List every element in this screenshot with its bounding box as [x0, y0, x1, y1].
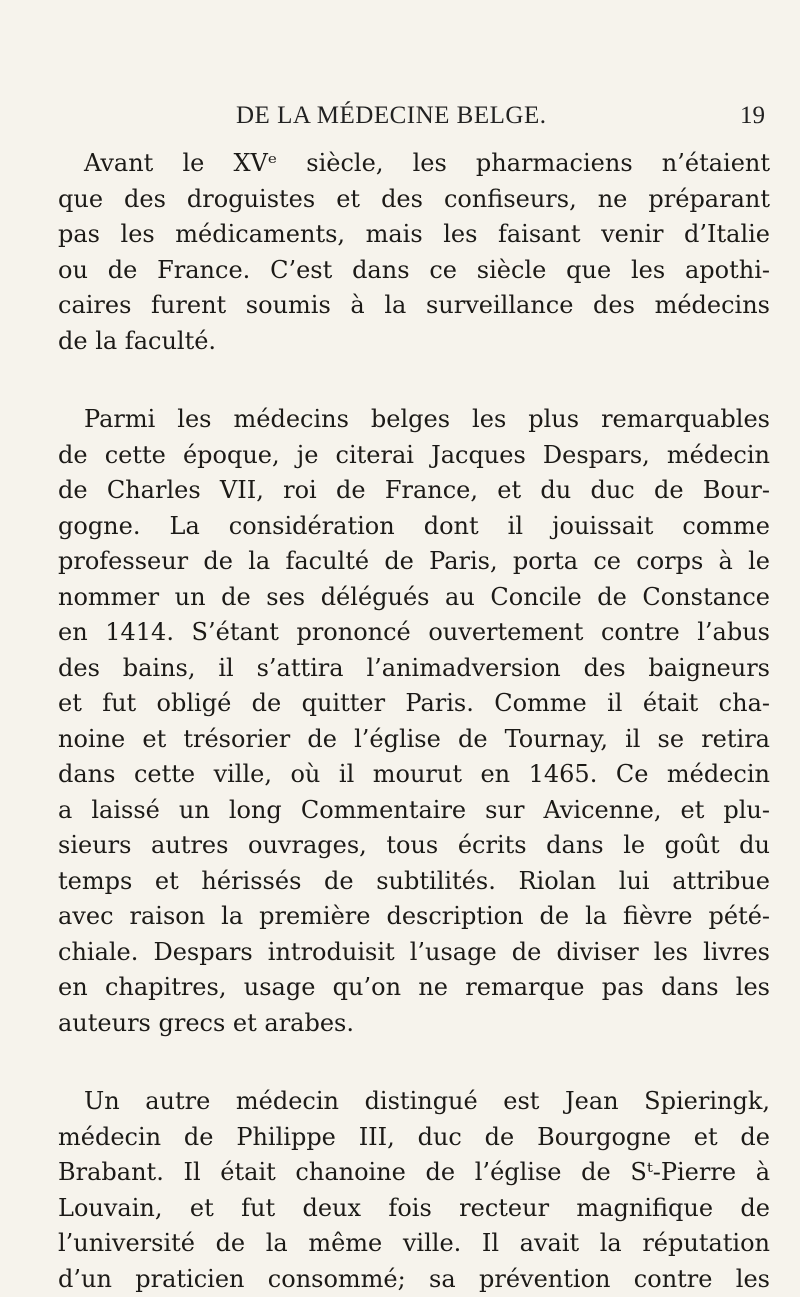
text-line: Brabant. Il était chanoine de l’église de Sᵗ-Pierre à	[58, 1155, 770, 1191]
paragraph-2	[58, 402, 770, 1041]
body-text	[58, 146, 770, 1297]
text-line: des bains, il s’attira l’animadversion des baigneurs	[58, 651, 770, 687]
running-head	[0, 102, 800, 134]
text-line: caires furent soumis à la surveillance des médecins	[58, 288, 770, 324]
text-line: de la faculté.	[58, 324, 770, 360]
paragraph-3	[58, 1084, 770, 1297]
text-line: Louvain, et fut deux fois recteur magnifique de	[58, 1191, 770, 1227]
text-line: de cette époque, je citerai Jacques Despars, médecin	[58, 438, 770, 474]
text-line: gogne. La considération dont il jouissait comme	[58, 509, 770, 545]
paragraph-gap	[58, 1041, 770, 1084]
text-line: en 1414. S’étant prononcé ouvertement contre l’abus	[58, 615, 770, 651]
paragraph-1	[58, 146, 770, 359]
text-line: noine et trésorier de l’église de Tournay, il se retira	[58, 722, 770, 758]
text-line: dans cette ville, où il mourut en 1465. Ce médecin	[58, 757, 770, 793]
text-line: Parmi les médecins belges les plus remarquables	[58, 402, 770, 438]
text-line: et fut obligé de quitter Paris. Comme il était cha-	[58, 686, 770, 722]
text-line: pas les médicaments, mais les faisant venir d’Italie	[58, 217, 770, 253]
page-number: 19	[740, 102, 765, 130]
text-line: a laissé un long Commentaire sur Avicenne, et plu-	[58, 793, 770, 829]
text-line: d’un praticien consommé; sa prévention contre les	[58, 1262, 770, 1297]
text-line: médecin de Philippe III, duc de Bourgogne et de	[58, 1120, 770, 1156]
paragraph-gap	[58, 359, 770, 402]
running-title: DE LA MÉDECINE BELGE.	[236, 102, 546, 130]
text-line: ou de France. C’est dans ce siècle que les apothi-	[58, 253, 770, 289]
text-line: de Charles VII, roi de France, et du duc de Bour-	[58, 473, 770, 509]
text-line: professeur de la faculté de Paris, porta ce corps à le	[58, 544, 770, 580]
text-line: avec raison la première description de la fièvre pété-	[58, 899, 770, 935]
text-line: en chapitres, usage qu’on ne remarque pas dans les	[58, 970, 770, 1006]
text-line: sieurs autres ouvrages, tous écrits dans le goût du	[58, 828, 770, 864]
text-line: Un autre médecin distingué est Jean Spieringk,	[58, 1084, 770, 1120]
text-line: que des droguistes et des confiseurs, ne préparant	[58, 182, 770, 218]
text-line: chiale. Despars introduisit l’usage de diviser les livres	[58, 935, 770, 971]
text-line: temps et hérissés de subtilités. Riolan lui attribue	[58, 864, 770, 900]
text-line: nommer un de ses délégués au Concile de Constance	[58, 580, 770, 616]
text-line: l’université de la même ville. Il avait la réputation	[58, 1226, 770, 1262]
text-line: Avant le XVᵉ siècle, les pharmaciens n’étaient	[58, 146, 770, 182]
text-line: auteurs grecs et arabes.	[58, 1006, 770, 1042]
